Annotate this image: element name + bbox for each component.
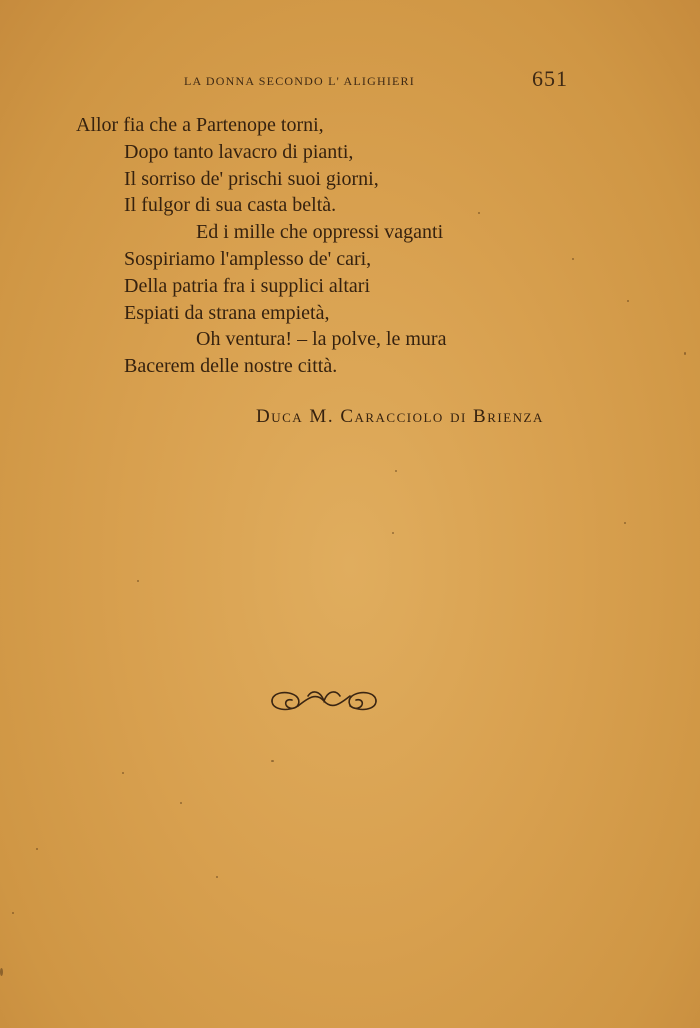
poem-line: Della patria fra i supplici altari — [124, 274, 371, 297]
poem-line: Oh ventura! – la polve, le mura — [196, 328, 447, 351]
paper-speck — [216, 876, 218, 878]
paper-speck — [572, 258, 574, 260]
paper-speck — [627, 300, 629, 302]
poem-line: Sospiriamo l'amplesso de' cari, — [124, 247, 372, 270]
poem-line: Dopo tanto lavacro di pianti, — [124, 140, 354, 163]
poem-line: Bacerem delle nostre città. — [124, 355, 338, 378]
paper-speck — [122, 772, 124, 774]
paper-speck — [36, 848, 38, 850]
paper-speck — [392, 532, 394, 534]
poem-line: Il fulgor di sua casta beltà. — [124, 194, 337, 217]
page-number: 651 — [532, 66, 568, 91]
paper-speck — [624, 522, 626, 524]
paper-speck — [478, 212, 480, 214]
paper-speck — [137, 580, 139, 582]
poem-line: Espiati da strana empietà, — [124, 301, 330, 324]
paper-speck — [684, 352, 686, 355]
poem-line: Allor fia che a Partenope torni, — [76, 114, 324, 136]
poem-line: Ed i mille che oppressi vaganti — [196, 221, 444, 244]
poem-stanza — [0, 112, 700, 380]
decorative-scroll-ornament-icon — [268, 686, 380, 716]
author-signature: Duca M. Caracciolo di Brienza — [256, 406, 544, 427]
paper-speck — [395, 470, 397, 472]
paper-speck — [271, 760, 274, 762]
paper-speck — [12, 912, 14, 914]
paper-speck — [180, 802, 182, 804]
running-title: LA DONNA SECONDO L' ALIGHIERI — [184, 74, 415, 88]
poem-line: Il sorriso de' prischi suoi giorni, — [124, 167, 379, 190]
paper-speck — [0, 968, 3, 976]
